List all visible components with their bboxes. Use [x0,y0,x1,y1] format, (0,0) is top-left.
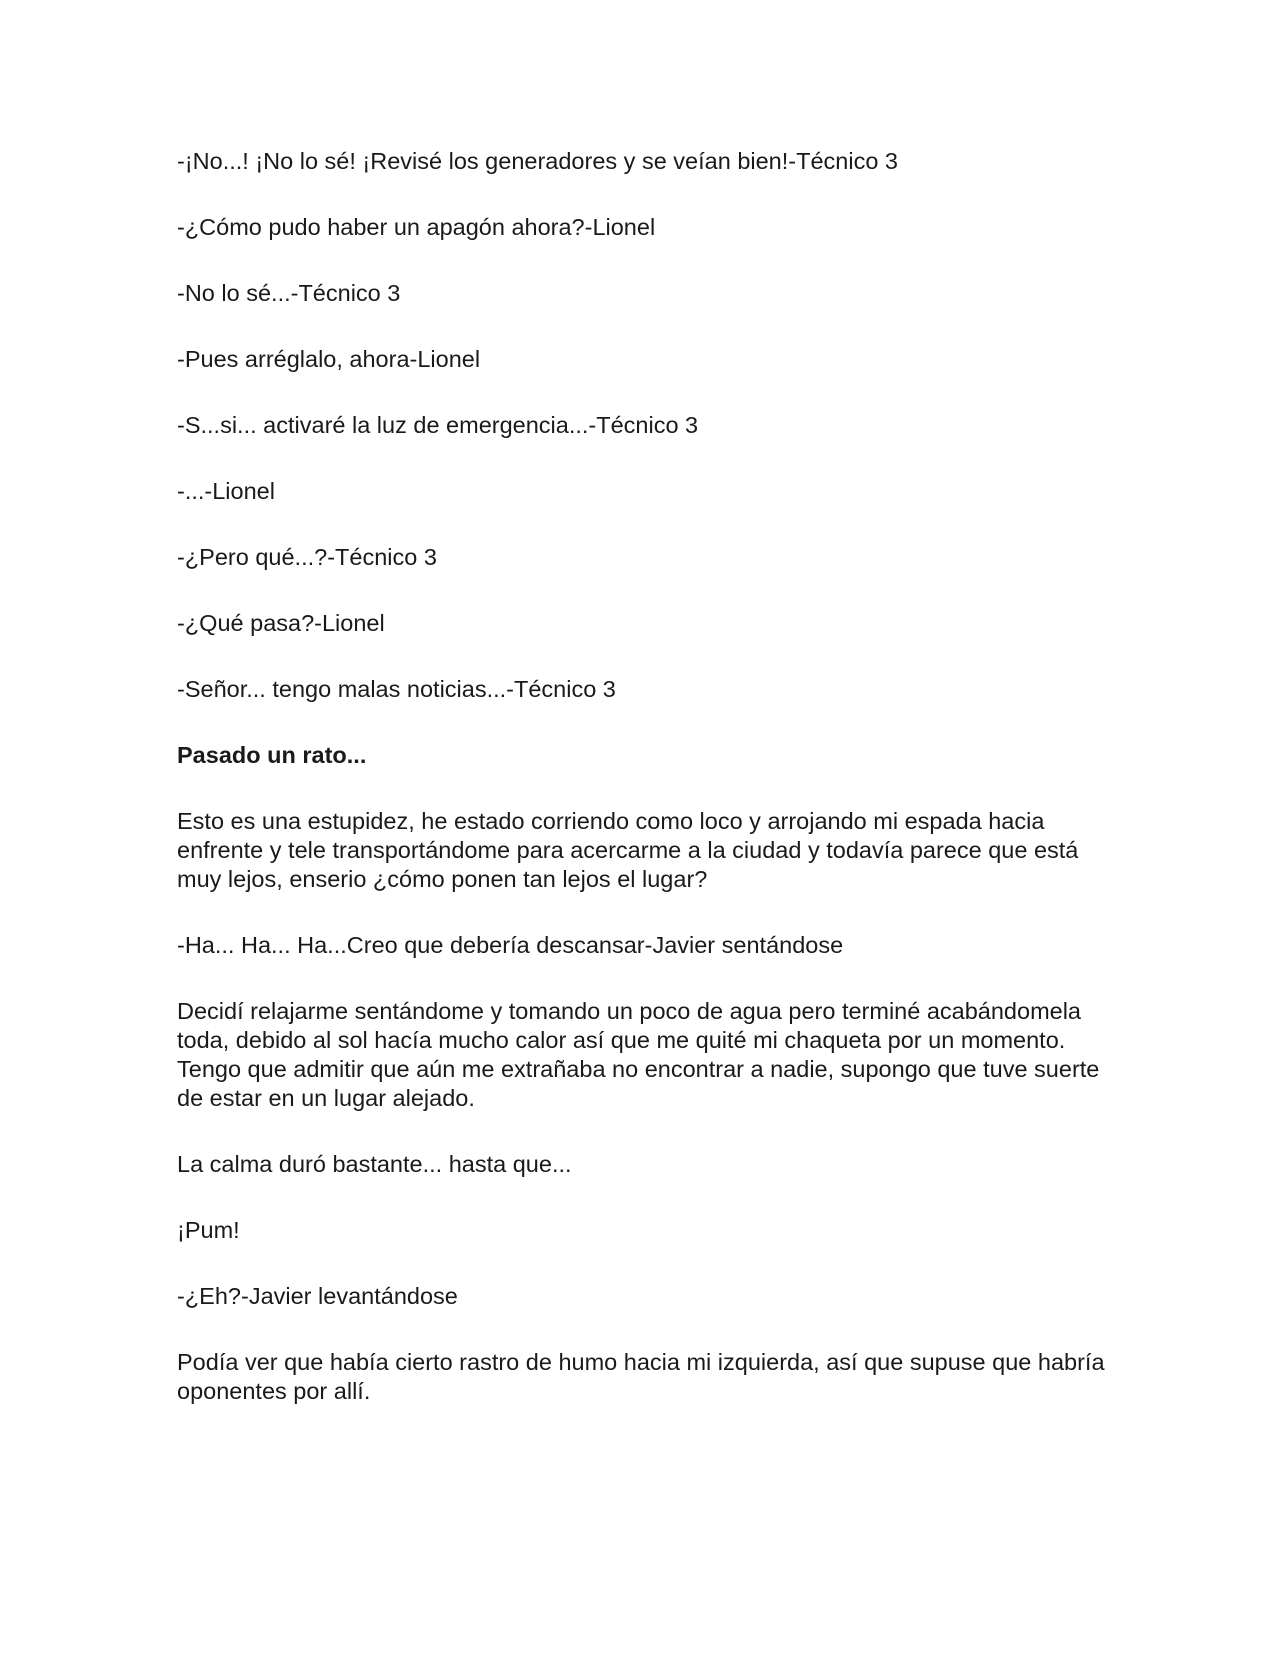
dialogue-line: -¿Pero qué...?-Técnico 3 [177,544,437,570]
dialogue-line: -Señor... tengo malas noticias...-Técnico 3 [177,676,616,702]
dialogue-line: -Pues arréglalo, ahora-Lionel [177,346,481,372]
document-body [177,147,1107,1443]
dialogue-line: -S...si... activaré la luz de emergencia...-Técnico 3 [177,412,699,438]
dialogue-line: -¡No...! ¡No lo sé! ¡Revisé los generadores y se veían bien!-Técnico 3 [177,148,898,174]
dialogue-line: -Ha... Ha... Ha...Creo que debería descansar-Javier sentándose [177,932,844,958]
dialogue-line: -¿Cómo pudo haber un apagón ahora?-Lionel [177,214,656,240]
narration-paragraph: Podía ver que había cierto rastro de humo hacia mi izquierda, así que supuse que habría oponentes por allí. [177,1349,1105,1404]
narration-paragraph: La calma duró bastante... hasta que... [177,1151,572,1177]
narration-paragraph: Decidí relajarme sentándome y tomando un poco de agua pero terminé acabándomela toda, debido al sol hacía mucho calor así que me quité mi chaqueta por un momento. Tengo que admitir que aún me extrañaba no encontrar a nadie, supongo que tuve suerte de estar en un lugar alejado. [177,998,1100,1111]
sound-effect-line: ¡Pum! [177,1217,240,1243]
dialogue-line: -...-Lionel [177,478,275,504]
dialogue-line: -¿Qué pasa?-Lionel [177,610,385,636]
narration-paragraph: Esto es una estupidez, he estado corriendo como loco y arrojando mi espada hacia enfrente y tele transportándome para acercarme a la ciudad y todavía parece que está muy lejos, enserio ¿cómo ponen tan lejos el lugar? [177,808,1079,892]
scene-heading: Pasado un rato... [177,742,367,768]
dialogue-line: -No lo sé...-Técnico 3 [177,280,401,306]
dialogue-line: -¿Eh?-Javier levantándose [177,1283,458,1309]
